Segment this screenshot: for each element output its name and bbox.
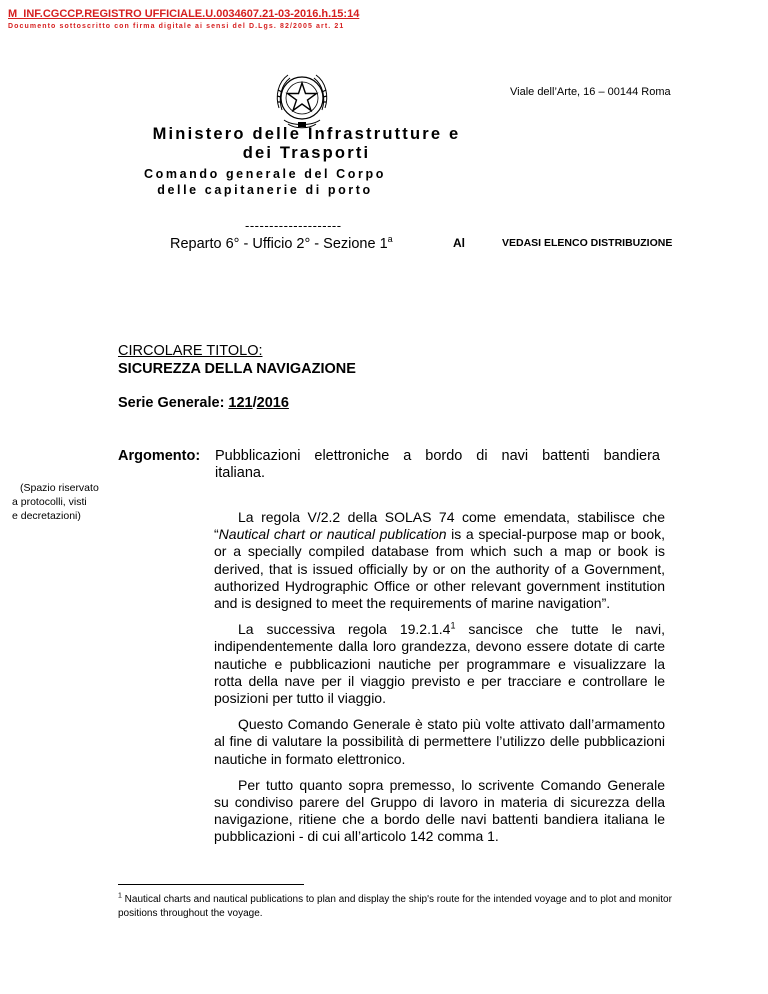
serie-label: Serie Generale: [118, 395, 229, 411]
paragraph-2 [214, 621, 665, 707]
footnote-number: 1 [118, 892, 122, 900]
comando-line-1: Comando generale del Corpo [144, 167, 386, 181]
serie-number: 121 [228, 395, 253, 411]
recipient-label: Al [453, 236, 465, 250]
distribution-list: VEDASI ELENCO DISTRIBUZIONE [502, 237, 673, 249]
circolare-title: CIRCOLARE TITOLO: [118, 343, 263, 359]
argomento-line-1: Pubblicazioni elettroniche a bordo di navi battenti bandiera [215, 448, 660, 464]
margin-note-line-1: (Spazio riservato [20, 482, 99, 494]
argomento-line-2: italiana. [215, 465, 265, 481]
paragraph-3: Questo Comando Generale è stato più volte attivato dall’armamento al fine di valutare la possibilità di permettere l’utilizzo delle pubblicazioni nautiche in formato elettronico. [214, 716, 665, 767]
serie-generale [118, 395, 289, 411]
footnote [118, 893, 678, 921]
margin-note-line-2: a protocolli, visti [12, 496, 87, 508]
margin-note-line-3: e decretazioni) [12, 510, 81, 522]
ministry-line-1: Ministero delle Infrastrutture e [152, 125, 461, 143]
department-superscript: a [387, 234, 393, 244]
department-text: Reparto 6° - Ufficio 2° - Sezione 1 [170, 235, 388, 252]
body-text [214, 509, 665, 855]
footnote-divider [118, 884, 304, 885]
ministry-line-2: dei Trasporti [242, 144, 371, 162]
paragraph-1 [214, 509, 665, 612]
paragraph-2-end: sancisce che tutte le navi, indipendentemente dalla loro grandezza, devono essere dotate di carte nautiche e pubblicazioni nautiche per programmare e visualizzare la rotta della nave per il viaggio previsto e per tracciare e controllare le posizioni per tutto il viaggio. [214, 621, 665, 707]
argomento-label: Argomento: [118, 448, 201, 464]
paragraph-1-start: La regola V/2.2 della SOLAS 74 come emendata, stabilisce che “ [214, 509, 665, 543]
ministry-name [134, 125, 479, 163]
separator-dashes: -------------------- [245, 218, 342, 233]
paragraph-1-italic: Nautical chart or nautical publication [218, 526, 447, 543]
footnote-text: Nautical charts and nautical publications to plan and display the ship's route for the intended voyage and to plot and monitor positions throughout the voyage. [118, 894, 672, 919]
protocol-stamp: M_INF.CGCCP.REGISTRO UFFICIALE.U.0034607.21-03-2016.h.15:14 [8, 8, 360, 20]
department-line [170, 234, 393, 252]
paragraph-1-end: is a special-purpose map or book, or a specially compiled database from which such a map or book is derived, that is issued officially by or on the authority of a Government, authorized Hydrographic Office or other relevant government institution and is designed to meet the requirements of marine navigation”. [214, 526, 665, 612]
comando-line-2: delle capitanerie di porto [157, 183, 373, 197]
footnote-ref: 1 [450, 620, 456, 631]
serie-year: 2016 [256, 395, 289, 411]
comando-name [130, 166, 400, 198]
digital-signature-note: Documento sottoscritto con firma digitale ai sensi del D.Lgs. 82/2005 art. 21 [8, 23, 345, 30]
paragraph-2-start: La successiva regola 19.2.1.4 [238, 621, 451, 638]
address: Viale dell’Arte, 16 – 00144 Roma [510, 86, 671, 98]
serie-separator: / [252, 395, 257, 411]
circolare-subject: SICUREZZA DELLA NAVIGAZIONE [118, 361, 356, 377]
margin-note [12, 481, 130, 523]
paragraph-4: Per tutto quanto sopra premesso, lo scrivente Comando Generale su condiviso parere del Gruppo di lavoro in materia di sicurezza della navigazione, ritiene che a bordo delle navi battenti bandiera italiana le pubblicazioni - di cui all’articolo 142 comma 1. [214, 776, 665, 845]
